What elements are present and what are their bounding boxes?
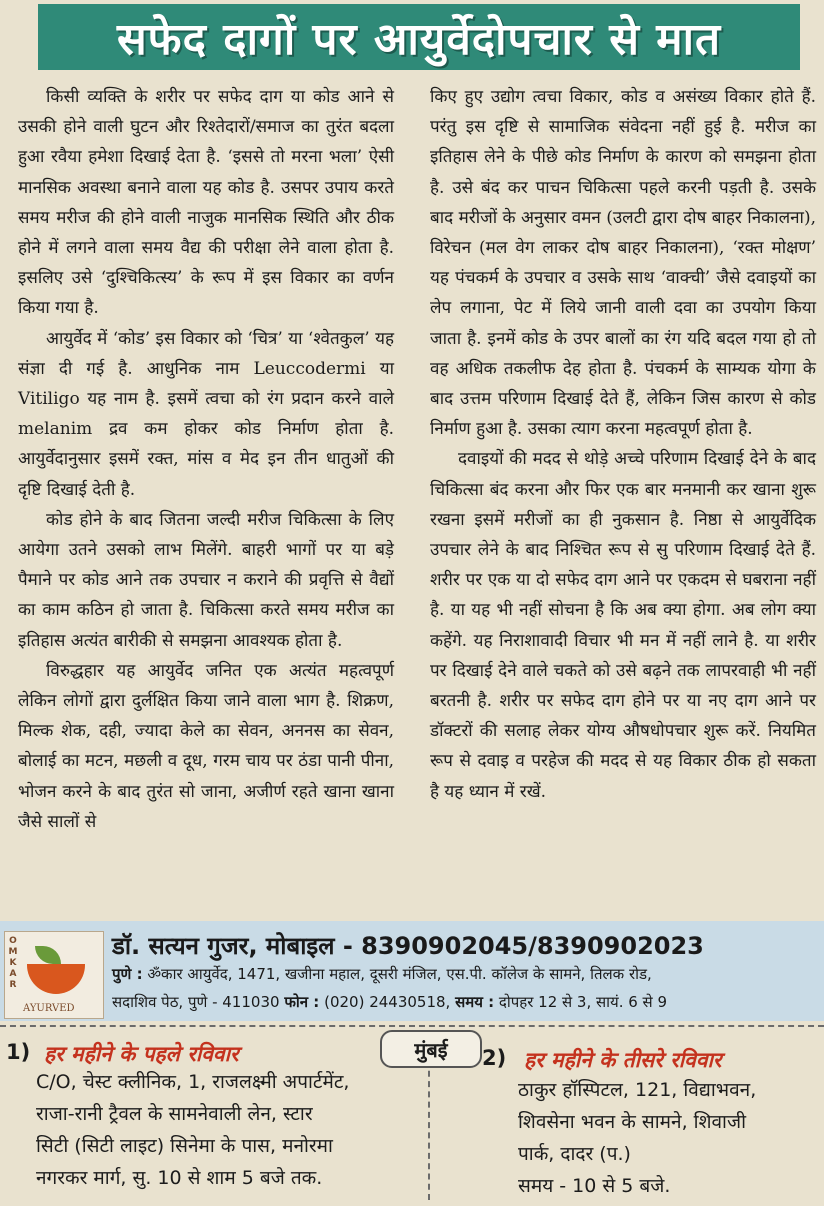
phone-label: फोन :	[284, 993, 320, 1011]
pune-address-2: सदाशिव पेठ, पुणे - 411030	[112, 993, 280, 1011]
logo-letters: O M K A R	[8, 936, 18, 990]
bowl-icon	[27, 964, 85, 994]
city-badge: मुंबई	[380, 1030, 482, 1068]
clinic2-address: ठाकुर हॉस्पिटल, 121, विद्याभवन, शिवसेना भवन के सामने, शिवाजी पार्क, दादर (प.) समय - 10 से 5 बजे.	[518, 1079, 757, 1197]
pune-address: ॐकार आयुर्वेद, 1471, खजीना महाल, दूसरी मंजिल, एस.पी. कॉलेज के सामने, तिलक रोड,	[147, 965, 652, 983]
paragraph: कोड होने के बाद जितना जल्दी मरीज चिकित्सा के लिए आयेगा उतने उसको लाभ मिलेंगे. बाहरी भागों पर या बड़े पैमाने पर कोड आने तक उपचार न कराने की प्रवृत्ति से वैद्यों का काम कठिन हो जाता है. चिकित्सा करते समय मरीज का इतिहास अत्यंत बारीकी से समझना आवश्यक होता है.	[18, 509, 394, 651]
headline: सफेद दागों पर आयुर्वेदोपचार से मात	[116, 14, 722, 65]
paragraph: किसी व्यक्ति के शरीर पर सफेद दाग या कोड आने से उसकी होने वाली घुटन और रिश्तेदारों/समाज का तुरंत बदला हुआ रवैया हमेशा दिखाई देता है. ‘इससे तो मरना भला’ ऐसी मानसिक अवस्था बनाने वाला यह कोड है. उसपर उपाय करते समय मरीज की होने वाली नाजुक मानसिक स्थिति और ठीक होने में लगने वाला समय वैद्य की परीक्षा लेने वाला होता है. इसलिए उसे ‘दुश्चिकित्स्य’ के रूप में इस विकार का वर्णन किया गया है.	[18, 87, 394, 319]
paragraph: किए हुए उद्योग त्वचा विकार, कोड व असंख्य विकार होते हैं. परंतु इस दृष्टि से सामाजिक संवेदना नहीं हुई है. मरीज का इतिहास लेने के पीछे कोड निर्माण के कारण को समझना होता है. उसे बंद कर पाचन चिकित्सा पहले करनी पड़ती है. उसके बाद मरीजों के अनुसार वमन (उलटी द्वारा दोष बाहर निकालना), विरेचन (मल वेग लाकर दोष बाहर निकालना), ‘रक्त मोक्षण’ यह पंचकर्म के उपचार व उसके साथ ‘वाक्ची’ जैसे दवाइयों का लेप लगाना, पेट में लिये जानी वाली दवा का उपयोग किया जाता है. इनमें कोड के उपर बालों का रंग यदि बदल गया हो तो वह अधिक तकलीफ देह होता है. पंचकर्म के साम्यक योगा के बाद उत्तम परिणाम दिखाई देते हैं, लेकिन जिस कारण से कोड निर्माण हुआ है. उसका त्याग करना महत्वपूर्ण होता है.	[430, 87, 816, 440]
paragraph: दवाइयों की मदद से थोड़े अच्चे परिणाम दिखाई देने के बाद चिकित्सा बंद करना और फिर एक बार मनमानी कर खाना शुरू रखना इसमें मरीजों का ही नुकसान है. निष्ठा से आयुर्वेदिक उपचार लेने के बाद निश्चित रूप से सु परिणाम दिखाई देते हैं. शरीर पर एक या दो सफेद दाग आने पर एकदम से घबराना नहीं है. या यह भी नहीं सोचना है कि अब क्या होगा. अब लोग क्या कहेंगे. यह निराशावादी विचार भी मन में नहीं लाने है. या शरीर पर दिखाई देने वाले चकते को उसे बढ़ने तक लापरवाही भी नहीं बरतनी है. शरीर पर सफेद दाग होने पर या नए दाग आने पर डॉक्टरों की सलाह लेकर योग्य औषधोपचार शुरू करें. नियमित रूप से दवाइ व परहेज की मदद से यह विकार ठीक हो सकता है यह ध्यान में रखें.	[430, 449, 816, 802]
pune-address-line-2	[112, 991, 818, 1013]
clinic1-address: C/O, चेस्ट क्लीनिक, 1, राजलक्ष्मी अपार्टमेंट, राजा-रानी ट्रैवल के सामनेवाली लेन, स्टार सिटी (सिटी लाइट) सिनेमा के पास, मनोरमा नगरकर मार्ग, सु. 10 से शाम 5 बजे तक.	[36, 1071, 350, 1189]
clinic1-number: 1)	[6, 1040, 31, 1064]
divider	[0, 1025, 824, 1027]
time-label: समय :	[455, 993, 495, 1011]
omkar-ayurved-logo	[4, 931, 104, 1019]
article-left-column	[18, 82, 394, 837]
logo-word: AYURVED	[23, 1003, 75, 1014]
clinic2-heading: हर महीने के तीसरे रविवार	[524, 1048, 722, 1072]
clinic2-number: 2)	[482, 1046, 507, 1070]
phone-number: (020) 24430518,	[324, 993, 451, 1011]
pune-address-line	[112, 963, 818, 985]
doctor-name-phone: डॉ. सत्यन गुजर, मोबाइल - 8390902045/8390902023	[112, 932, 704, 960]
article-right-column	[430, 82, 816, 807]
clinic1-heading: हर महीने के पहले रविवार	[44, 1042, 239, 1066]
paragraph: आयुर्वेद में ‘कोड’ इस विकार को ‘चित्र’ या ‘श्वेतकुल’ यह संज्ञा दी गई है. आधुनिक नाम Leuccodermi या Vitiligo यह नाम है. इसमें त्वचा को रंग प्रदान करने वाले melanim द्रव कम होकर कोड निर्माण होता है. आयुर्वेदानुसार इसमें रक्त, मांस व मेद इन तीन धातुओं की दृष्टि दिखाई देती है.	[18, 328, 394, 500]
contact-band	[0, 921, 824, 1021]
paragraph: विरुद्धहार यह आयुर्वेद जनित एक अत्यंत महत्वपूर्ण लेकिन लोगों द्वारा दुर्लक्षित किया जाने वाला भाग है. शिक्रण, मिल्क शेक, दही, ज्यादा केले का सेवन, अननस का सेवन, बोलाई का मटन, मछली व दूध, गरम चाय पर ठंडा पानी पीना, भोजन करने के बाद तुरंत सो जाना, अजीर्ण रहते खाना खाना जैसे सालों से	[18, 660, 394, 832]
clinic-time: दोपहर 12 से 3, सायं. 6 से 9	[498, 993, 668, 1011]
leaf-icon	[35, 946, 61, 964]
headline-banner	[38, 4, 800, 70]
pune-label: पुणे :	[112, 965, 143, 983]
